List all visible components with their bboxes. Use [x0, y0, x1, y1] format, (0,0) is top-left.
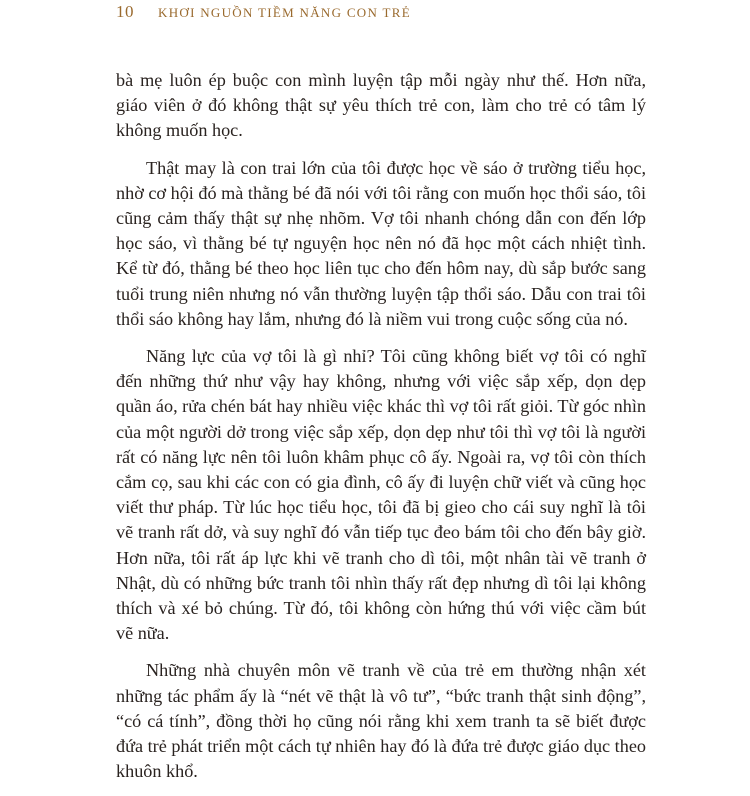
paragraph-3: Năng lực của vợ tôi là gì nhỉ? Tôi cũng không biết vợ tôi có nghĩ đến những thứ như vậy hay không, nhưng với việc sắp xếp, dọn dẹp quần áo, rửa chén bát hay nhiều việc khác thì vợ tôi rất giỏi. Từ góc nhìn của một người dở trong việc sắp xếp, dọn dẹp như tôi thì vợ tôi là người rất có năng lực nên tôi luôn khâm phục cô ấy. Ngoài ra, vợ tôi còn thích cắm cọ, sau khi các con có gia đình, cô ấy đi luyện chữ viết và cũng học viết thư pháp. Từ lúc học tiểu học, tôi đã bị gieo cho cái suy nghĩ là tôi vẽ tranh rất dở, và suy nghĩ đó vẫn tiếp tục đeo bám tôi cho đến bây giờ. Hơn nữa, tôi rất áp lực khi vẽ tranh cho dì tôi, một nhân tài vẽ tranh ở Nhật, dù có những bức tranh tôi nhìn thấy rất đẹp nhưng dì tôi lại không thích và xé bỏ chúng. Từ đó, tôi không còn hứng thú với việc cầm bút vẽ nữa.: [116, 346, 647, 644]
paragraph-4: Những nhà chuyên môn vẽ tranh về của trẻ em thường nhận xét những tác phẩm ấy là “nét vẽ thật là vô tư”, “bức tranh thật sinh động”, “có cá tính”, đồng thời họ cũng nói rằng khi xem tranh ta sẽ biết được đứa trẻ phát triển một cách tự nhiên hay đó là đứa trẻ được giáo dục theo khuôn khổ.: [116, 660, 646, 782]
paragraph-2: Thật may là con trai lớn của tôi được học về sáo ở trường tiểu học, nhờ cơ hội đó mà thằng bé đã nói với tôi rằng con muốn học thổi sáo, tôi cũng cảm thấy thật sự nhẹ nhõm. Vợ tôi nhanh chóng dẫn con đến lớp học sáo, vì thằng bé tự nguyện học nên nó đã học một cách nhiệt tình. Kể từ đó, thằng bé theo học liên tục cho đến hôm nay, dù sắp bước sang tuổi trung niên nhưng nó vẫn thường luyện tập thổi sáo. Dẫu con trai tôi thổi sáo không hay lắm, nhưng đó là niềm vui trong cuộc sống của nó.: [116, 157, 646, 329]
page-number: 10: [116, 2, 134, 21]
body-text: [116, 68, 646, 796]
running-header: [116, 2, 676, 28]
book-title: KHƠI NGUỒN TIỀM NĂNG CON TRẺ: [158, 5, 411, 20]
paragraph-1: bà mẹ luôn ép buộc con mình luyện tập mỗi ngày như thế. Hơn nữa, giáo viên ở đó không thật sự yêu thích trẻ con, làm cho trẻ có tâm lý không muốn học.: [116, 70, 646, 141]
